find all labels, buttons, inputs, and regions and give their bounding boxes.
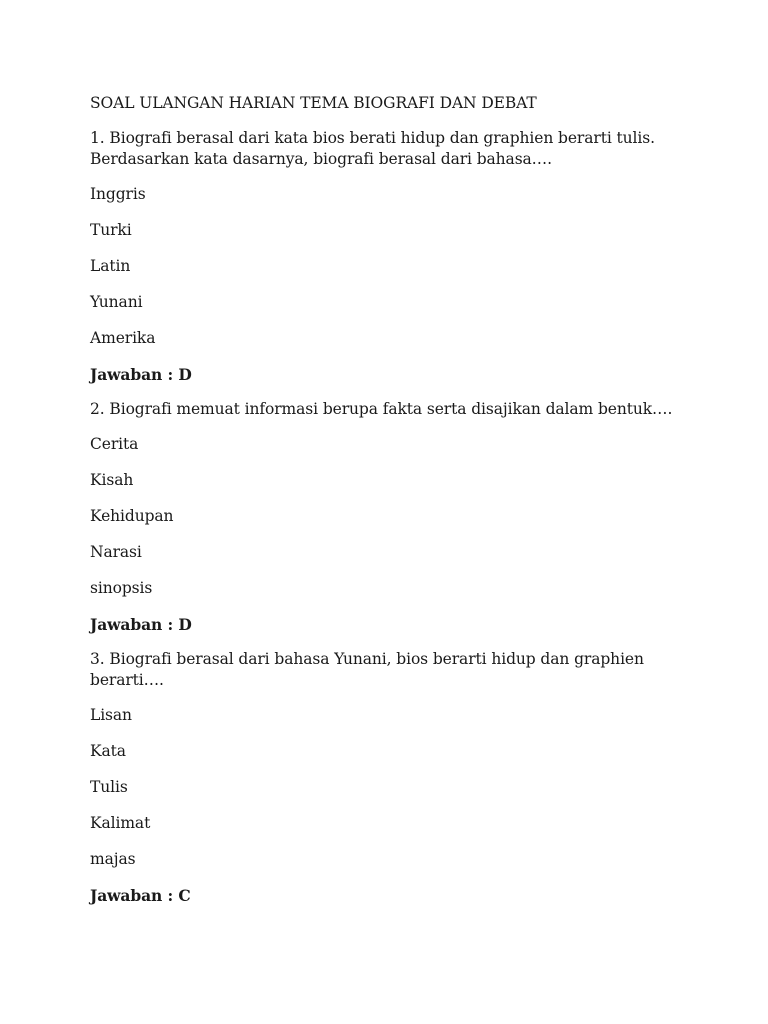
question-2-option-c: Kehidupan <box>90 507 174 525</box>
question-1-option-a: Inggris <box>90 185 146 203</box>
question-2-text: 2. Biografi memuat informasi berupa fakta serta disajikan dalam bentuk…. <box>90 400 673 418</box>
question-2-option-d: Narasi <box>90 543 142 561</box>
question-3-option-b: Kata <box>90 742 126 760</box>
question-1-option-b: Turki <box>90 221 132 239</box>
question-1-option-c: Latin <box>90 257 131 275</box>
question-3-answer: Jawaban : C <box>90 886 191 905</box>
question-1-option-e: Amerika <box>90 329 156 347</box>
document-page <box>90 93 680 920</box>
question-3-option-a: Lisan <box>90 706 132 724</box>
question-3-option-e: majas <box>90 850 136 868</box>
question-1-text: 1. Biografi berasal dari kata bios berati hidup dan graphien berarti tulis. Berdasarkan kata dasarnya, biografi berasal dari bahasa…. <box>90 129 655 168</box>
document-title: SOAL ULANGAN HARIAN TEMA BIOGRAFI DAN DEBAT <box>90 94 537 112</box>
question-1-option-d: Yunani <box>90 293 143 311</box>
question-2-option-e: sinopsis <box>90 579 153 597</box>
question-3-option-c: Tulis <box>90 778 128 796</box>
question-1-answer: Jawaban : D <box>90 365 192 384</box>
question-2-option-a: Cerita <box>90 435 139 453</box>
question-3-option-d: Kalimat <box>90 814 151 832</box>
question-2-option-b: Kisah <box>90 471 134 489</box>
question-3-text: 3. Biografi berasal dari bahasa Yunani, bios berarti hidup dan graphien berarti…. <box>90 650 644 689</box>
question-2-answer: Jawaban : D <box>90 615 192 634</box>
